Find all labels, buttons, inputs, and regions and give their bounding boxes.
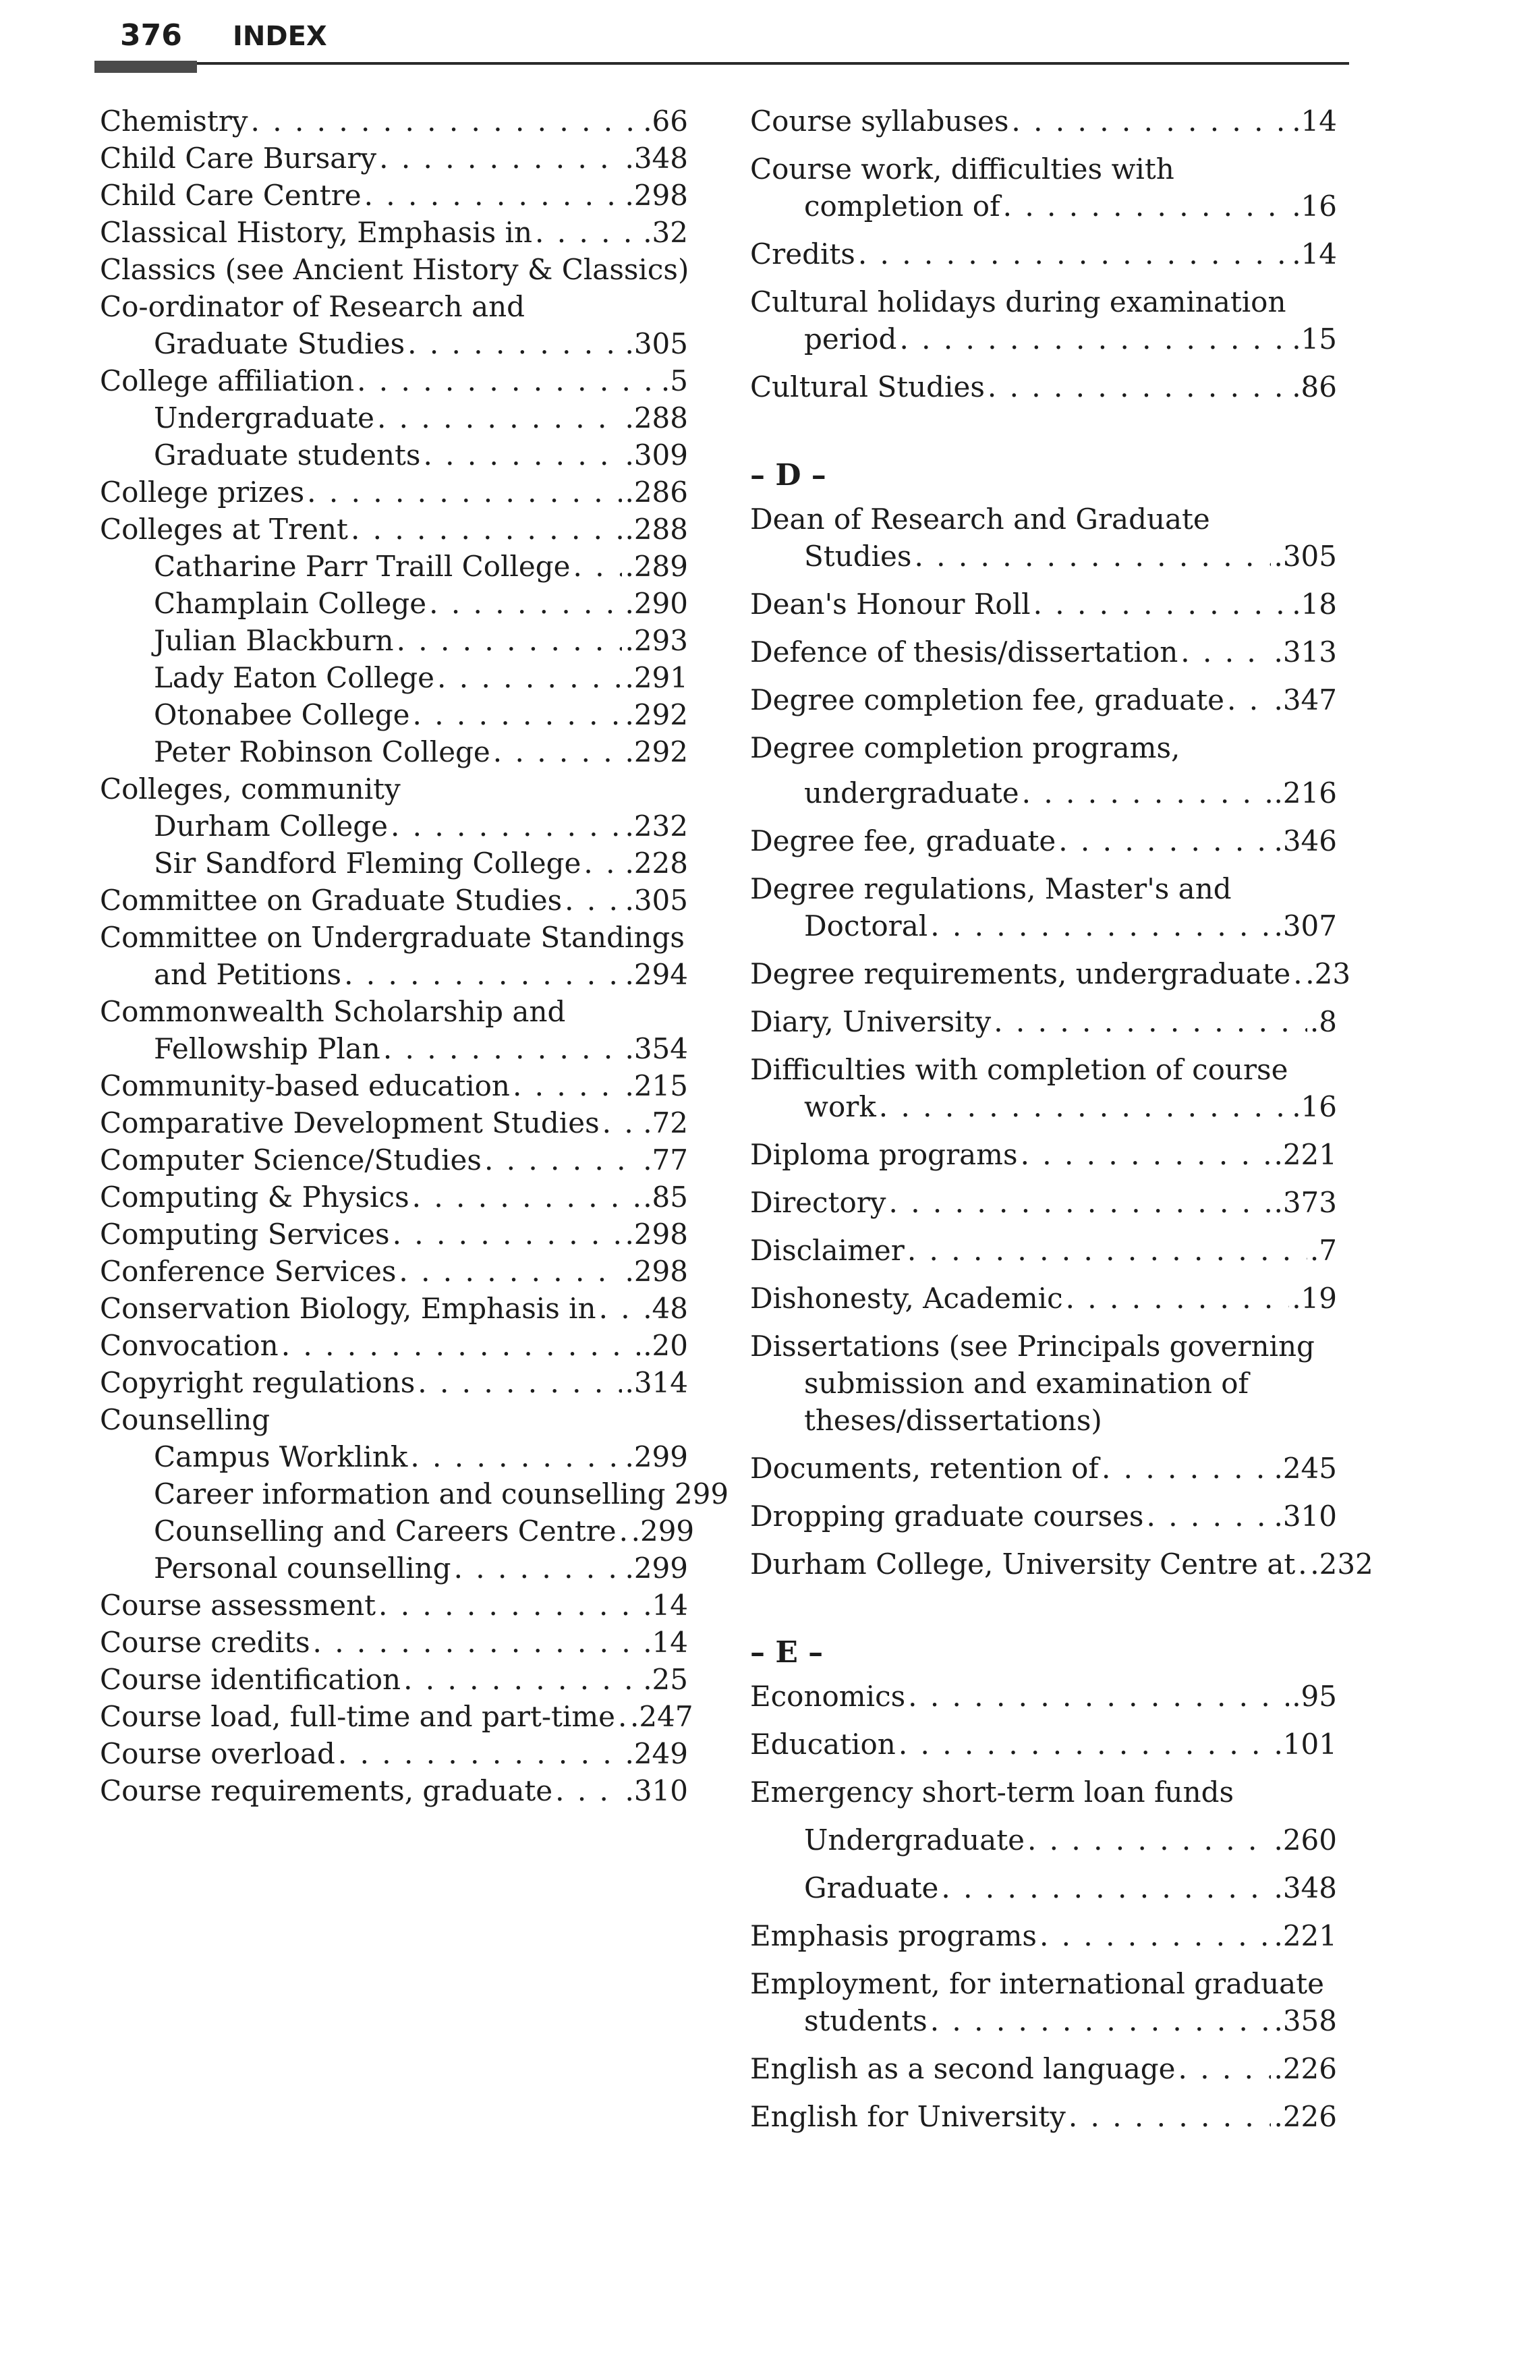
index-entry-continued: period . . . .15 — [750, 320, 1337, 358]
index-entry-continued: completion of . . . .16 — [750, 188, 1337, 225]
index-subentry: Lady Eaton College . . . .291 — [100, 659, 688, 696]
index-subentry: Champlain College . . . .290 — [100, 585, 688, 622]
index-entry: Credits . . . .14 — [750, 235, 1337, 273]
letter-heading-e: – E – — [750, 1635, 824, 1670]
index-entry: Degree regulations, Master's and — [750, 872, 1232, 905]
index-entry: Course credits . . . .14 — [100, 1624, 688, 1661]
index-entry: Dissertations (see Principals governing — [750, 1330, 1315, 1363]
index-entry: Degree fee, graduate . . . .346 — [750, 822, 1337, 859]
index-column-left — [100, 103, 729, 1809]
index-entry: Cultural Studies . . . .86 — [750, 368, 1337, 405]
index-entry: Course assessment . . . .14 — [100, 1587, 688, 1624]
index-entry: Colleges, community — [100, 772, 401, 805]
index-subentry: Graduate . . . .348 — [750, 1869, 1337, 1906]
index-entry: Course syllabuses . . . .14 — [750, 103, 1337, 140]
index-entry: Cultural holidays during examination — [750, 285, 1286, 318]
index-entry-continued: Graduate Studies . . . .305 — [100, 325, 688, 362]
index-entry: Commonwealth Scholarship and — [100, 995, 566, 1028]
index-entry: College affiliation . . . .5 — [100, 362, 688, 399]
index-entry: English as a second language . . . .226 — [750, 2050, 1337, 2087]
index-subentry: Undergraduate . . . .288 — [100, 399, 688, 436]
index-entry: College prizes . . . .286 — [100, 474, 688, 511]
index-entry: Defence of thesis/dissertation . . . .313 — [750, 633, 1337, 671]
index-entry: Course identification . . . .25 — [100, 1661, 688, 1698]
index-entry: Colleges at Trent . . . .288 — [100, 511, 688, 548]
index-subentry: Durham College . . . .232 — [100, 808, 688, 845]
index-entry: Course overload . . . .249 — [100, 1735, 688, 1772]
index-entry-continued: work . . . .16 — [750, 1088, 1337, 1125]
index-entry: Diploma programs . . . .221 — [750, 1136, 1337, 1173]
index-entry: Computer Science/Studies . . . .77 — [100, 1141, 688, 1179]
index-entry: Child Care Bursary . . . .348 — [100, 140, 688, 177]
index-entry: Course load, full-time and part-time . . . .247 — [100, 1698, 688, 1735]
index-entry: Convocation . . . .20 — [100, 1327, 688, 1364]
index-subentry: Otonabee College . . . .292 — [100, 696, 688, 733]
index-entry-continued: theses/dissertations) — [804, 1404, 1102, 1437]
index-entry: Degree completion programs, — [750, 731, 1180, 764]
index-subentry: Graduate students . . . .309 — [100, 436, 688, 474]
index-entry: Classics (see Ancient History & Classics) — [100, 253, 689, 286]
index-subentry: Career information and counselling 299 — [154, 1477, 729, 1510]
index-entry: Conference Services . . . .298 — [100, 1253, 688, 1290]
index-entry: English for University . . . .226 — [750, 2098, 1337, 2135]
index-entry-continued: Fellowship Plan . . . .354 — [100, 1030, 688, 1067]
index-subentry: Campus Worklink . . . .299 — [100, 1438, 688, 1475]
index-entry: Co-ordinator of Research and — [100, 290, 525, 323]
index-subentry: Peter Robinson College . . . .292 — [100, 733, 688, 770]
index-entry: Course requirements, graduate . . . .310 — [100, 1772, 688, 1809]
index-entry: Committee on Undergraduate Standings — [100, 921, 685, 954]
index-entry-continued: undergraduate . . . .216 — [750, 774, 1337, 812]
header-rule-block — [94, 61, 197, 73]
index-entry: Computing & Physics . . . .85 — [100, 1179, 688, 1216]
index-entry-continued: students . . . .358 — [750, 2002, 1337, 2039]
index-entry: Child Care Centre . . . .298 — [100, 177, 688, 214]
index-entry: Disclaimer . . . .7 — [750, 1232, 1337, 1269]
index-subentry: Counselling and Careers Centre . . . .299 — [100, 1512, 688, 1550]
index-entry: Classical History, Emphasis in . . . .32 — [100, 214, 688, 251]
index-entry-continued: Doctoral . . . .307 — [750, 907, 1337, 944]
index-entry: Degree requirements, undergraduate . . . .23 — [750, 955, 1337, 992]
index-subentry: Julian Blackburn . . . .293 — [100, 622, 688, 659]
index-entry: Documents, retention of . . . .245 — [750, 1450, 1337, 1487]
index-entry: Economics . . . .95 — [750, 1678, 1337, 1715]
letter-heading-d: – D – — [750, 458, 826, 492]
page-header — [94, 12, 1349, 73]
index-entry: Employment, for international graduate — [750, 1967, 1324, 2000]
index-entry: Directory . . . .373 — [750, 1184, 1337, 1221]
index-entry: Diary, University . . . .8 — [750, 1003, 1337, 1040]
index-subentry: Catharine Parr Traill College . . . .289 — [100, 548, 688, 585]
index-subentry: Sir Sandford Fleming College . . . .228 — [100, 845, 688, 882]
section-title: INDEX — [233, 21, 327, 52]
index-entry-continued: submission and examination of — [804, 1367, 1249, 1400]
index-entry: Education . . . .101 — [750, 1726, 1337, 1763]
index-subentry: Personal counselling . . . .299 — [100, 1550, 688, 1587]
index-entry: Durham College, University Centre at . . . .232 — [750, 1546, 1337, 1583]
index-subentry: Undergraduate . . . .260 — [750, 1821, 1337, 1859]
index-entry: Computing Services . . . .298 — [100, 1216, 688, 1253]
index-entry-continued: Studies . . . .305 — [750, 538, 1337, 575]
index-entry: Emergency short-term loan funds — [750, 1776, 1234, 1809]
index-entry: Conservation Biology, Emphasis in . . . .48 — [100, 1290, 688, 1327]
index-entry: Comparative Development Studies . . . .72 — [100, 1104, 688, 1141]
index-entry: Degree completion fee, graduate . . . .347 — [750, 681, 1337, 718]
index-entry: Dean of Research and Graduate — [750, 503, 1210, 536]
index-entry: Dropping graduate courses . . . .310 — [750, 1498, 1337, 1535]
index-entry: Community-based education . . . .215 — [100, 1067, 688, 1104]
page-number: 376 — [120, 18, 182, 53]
index-entry: Counselling — [100, 1403, 270, 1436]
index-entry: Difficulties with completion of course — [750, 1053, 1288, 1086]
index-entry: Committee on Graduate Studies . . . .305 — [100, 882, 688, 919]
index-entry: Dishonesty, Academic . . . .19 — [750, 1280, 1337, 1317]
index-entry: Copyright regulations . . . .314 — [100, 1364, 688, 1401]
index-entry: Chemistry . . . .66 — [100, 103, 688, 140]
index-entry: Emphasis programs . . . .221 — [750, 1917, 1337, 1954]
header-rule — [94, 62, 1349, 65]
index-column-right — [750, 103, 1373, 2135]
index-entry-continued: and Petitions . . . .294 — [100, 956, 688, 993]
index-entry: Course work, difficulties with — [750, 152, 1174, 186]
index-entry: Dean's Honour Roll . . . .18 — [750, 586, 1337, 623]
